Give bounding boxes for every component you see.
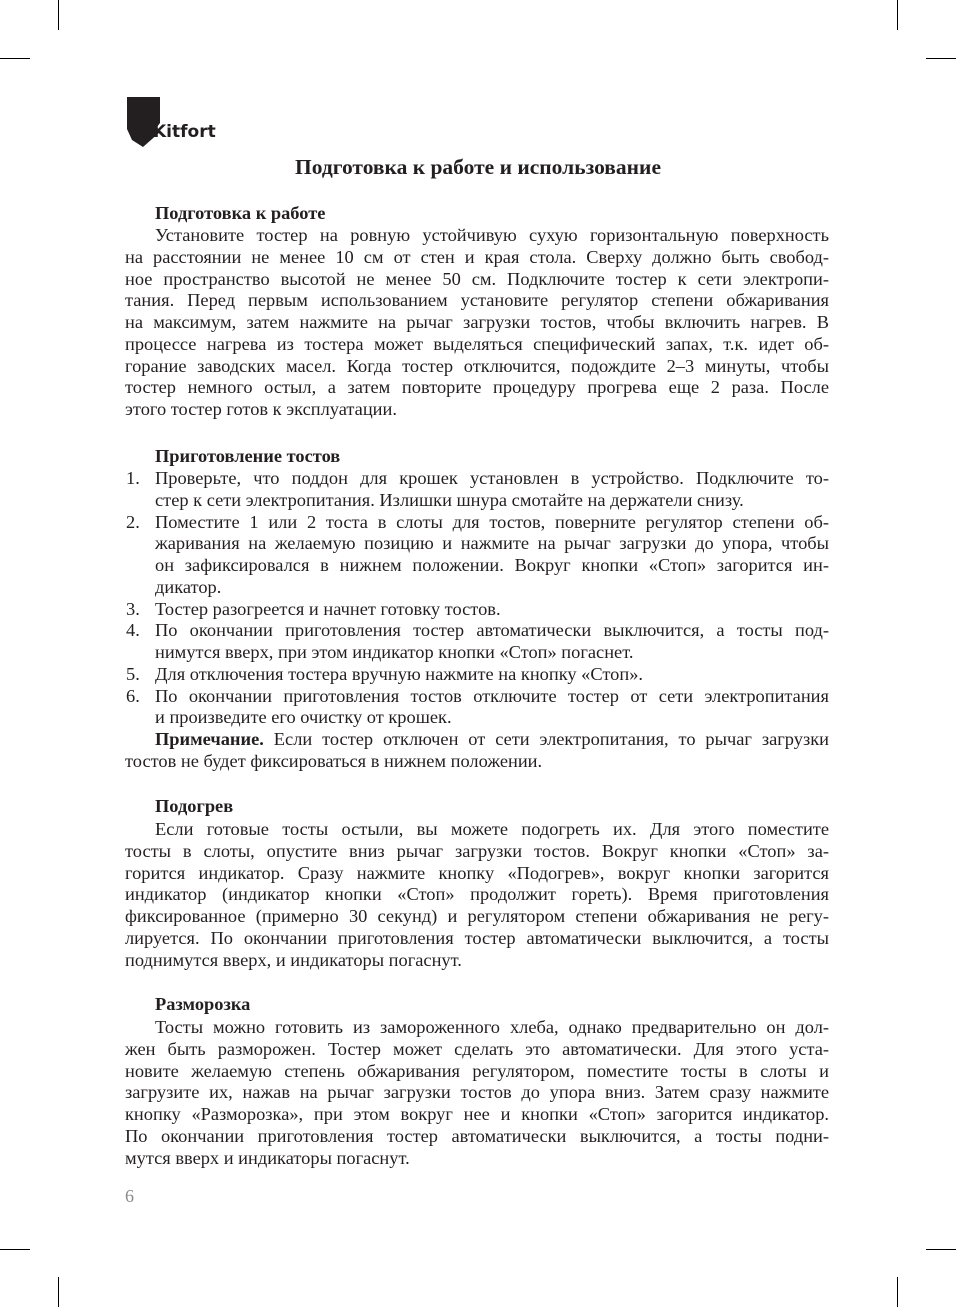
list-number: 2. (126, 511, 140, 532)
list-item-line: Для отключения тостера вручную нажмите на кнопку «Стоп». (155, 663, 644, 684)
crop-mark (897, 0, 898, 30)
note-line: тостов не будет фиксироваться в нижнем положении. (125, 750, 543, 771)
section-heading: Разморозка (155, 994, 251, 1014)
list-item-line: дикатор. (155, 576, 222, 597)
list-number: 4. (126, 620, 140, 641)
paragraph-line: процессе нагрева из тостера может выделяться специфический запах, т.к. идет об- (125, 333, 829, 354)
paragraph-line: ное пространство высотой не менее 50 см. Подключите тостер к сети электропи- (125, 268, 829, 289)
paragraph-line: тосты в слоты, опустите вниз рычаг загрузки тостов. Вокруг кнопки «Стоп» за- (125, 840, 829, 861)
list-item-line: и произведите его очистку от крошек. (155, 707, 452, 728)
paragraph-line: Установите тостер на ровную устойчивую сухую горизонтальную поверхность (155, 225, 829, 245)
crop-mark (926, 1249, 956, 1250)
paragraph-line: лируется. По окончании приготовления тостер автоматически выключится, а тосты (125, 927, 829, 948)
list-item-line: жаривания на желаемую позицию и нажмите на рычаг загрузки до упора, чтобы (155, 533, 829, 554)
paragraph-line: горание заводских масел. Когда тостер отключится, подождите 2–3 минуты, чтобы (125, 355, 829, 376)
list-item-line: По окончании приготовления тостер автоматически выключится, а тосты под- (155, 620, 829, 641)
paragraph-line: жен быть разморожен. Тостер может сделать это автоматически. Для этого уста- (125, 1038, 829, 1059)
list-item-line: По окончании приготовления тостов отключите тостер от сети электропитания (155, 685, 829, 706)
paragraph-line: По окончании приготовления тостер автоматически выключится, а тосты подни- (125, 1125, 829, 1146)
list-item-line: Поместите 1 или 2 тоста в слоты для тостов, поверните регулятор степени об- (155, 511, 829, 532)
crop-mark (58, 1277, 59, 1307)
crop-mark (0, 58, 30, 59)
paragraph-line: поднимутся вверх, и индикаторы погаснут. (125, 949, 462, 970)
paragraph-line: на расстоянии не менее 10 см от стен и края стола. Сверху должно быть свобод- (125, 246, 829, 267)
list-item-line: стер к сети электропитания. Излишки шнура смотайте на держатели снизу. (155, 489, 744, 510)
crop-mark (926, 58, 956, 59)
list-item-line: нимутся вверх, при этом индикатор кнопки «Стоп» погаснет. (155, 642, 634, 662)
paragraph-line: тания. Перед первым использованием установите регулятор степени обжаривания (125, 290, 829, 311)
crop-mark (58, 0, 59, 30)
list-number: 3. (126, 598, 140, 619)
paragraph-line: загрузите их, нажав на рычаг загрузки тостов до упора вниз. Затем сразу нажмите (125, 1082, 829, 1103)
paragraph-line: Если готовые тосты остыли, вы можете подогреть их. Для этого поместите (155, 819, 829, 839)
paragraph-line: мутся вверх и индикаторы погаснут. (125, 1147, 410, 1168)
paragraph-line: индикатор (индикатор кнопки «Стоп» продолжит гореть). Время приготовления (125, 884, 829, 905)
list-number: 1. (126, 468, 140, 488)
section-heading: Приготовление тостов (155, 446, 341, 466)
section-heading: Подготовка к работе (155, 203, 326, 223)
crop-mark (897, 1277, 898, 1307)
note-line: Примечание. Если тостер отключен от сети электропитания, то рычаг загрузки (155, 729, 829, 749)
list-item-line: он зафиксировался в нижнем положении. Вокруг кнопки «Стоп» загорится ин- (155, 555, 829, 575)
list-item-line: Тостер разогреется и начнет готовку тостов. (155, 598, 501, 619)
list-number: 6. (126, 685, 140, 706)
paragraph-line: фиксированное (примерно 30 секунд) и регулятором степени обжаривания не регу- (125, 906, 829, 926)
list-item-line: Проверьте, что поддон для крошек установлен в устройство. Подключите то- (155, 468, 829, 488)
paragraph-line: новите желаемую степень обжаривания регулятором, поместите тосты в слоты и (125, 1060, 829, 1081)
page-title: Подготовка к работе и использование (295, 155, 661, 179)
paragraph-line: этого тостер готов к эксплуатации. (125, 399, 397, 419)
list-number: 5. (126, 663, 140, 684)
section-heading: Подогрев (155, 796, 234, 816)
paragraph-line: тостер немного остыл, а затем повторите процедуру прогрева еще 2 раза. После (125, 377, 829, 398)
note-label: Примечание. (155, 729, 264, 749)
paragraph-line: кнопку «Разморозка», при этом вокруг нее и кнопки «Стоп» загорится индикатор. (125, 1104, 829, 1124)
paragraph-line: на максимум, затем нажмите на рычаг загрузки тостов, чтобы включить нагрев. В (125, 312, 829, 332)
brand-name: Kitfort (153, 122, 216, 142)
crop-mark (0, 1249, 30, 1250)
page-number: 6 (125, 1186, 134, 1206)
paragraph-line: Тосты можно готовить из замороженного хлеба, однако предварительно он дол- (155, 1017, 829, 1037)
paragraph-line: горится индикатор. Сразу нажмите кнопку «Подогрев», вокруг кнопки загорится (125, 862, 829, 883)
